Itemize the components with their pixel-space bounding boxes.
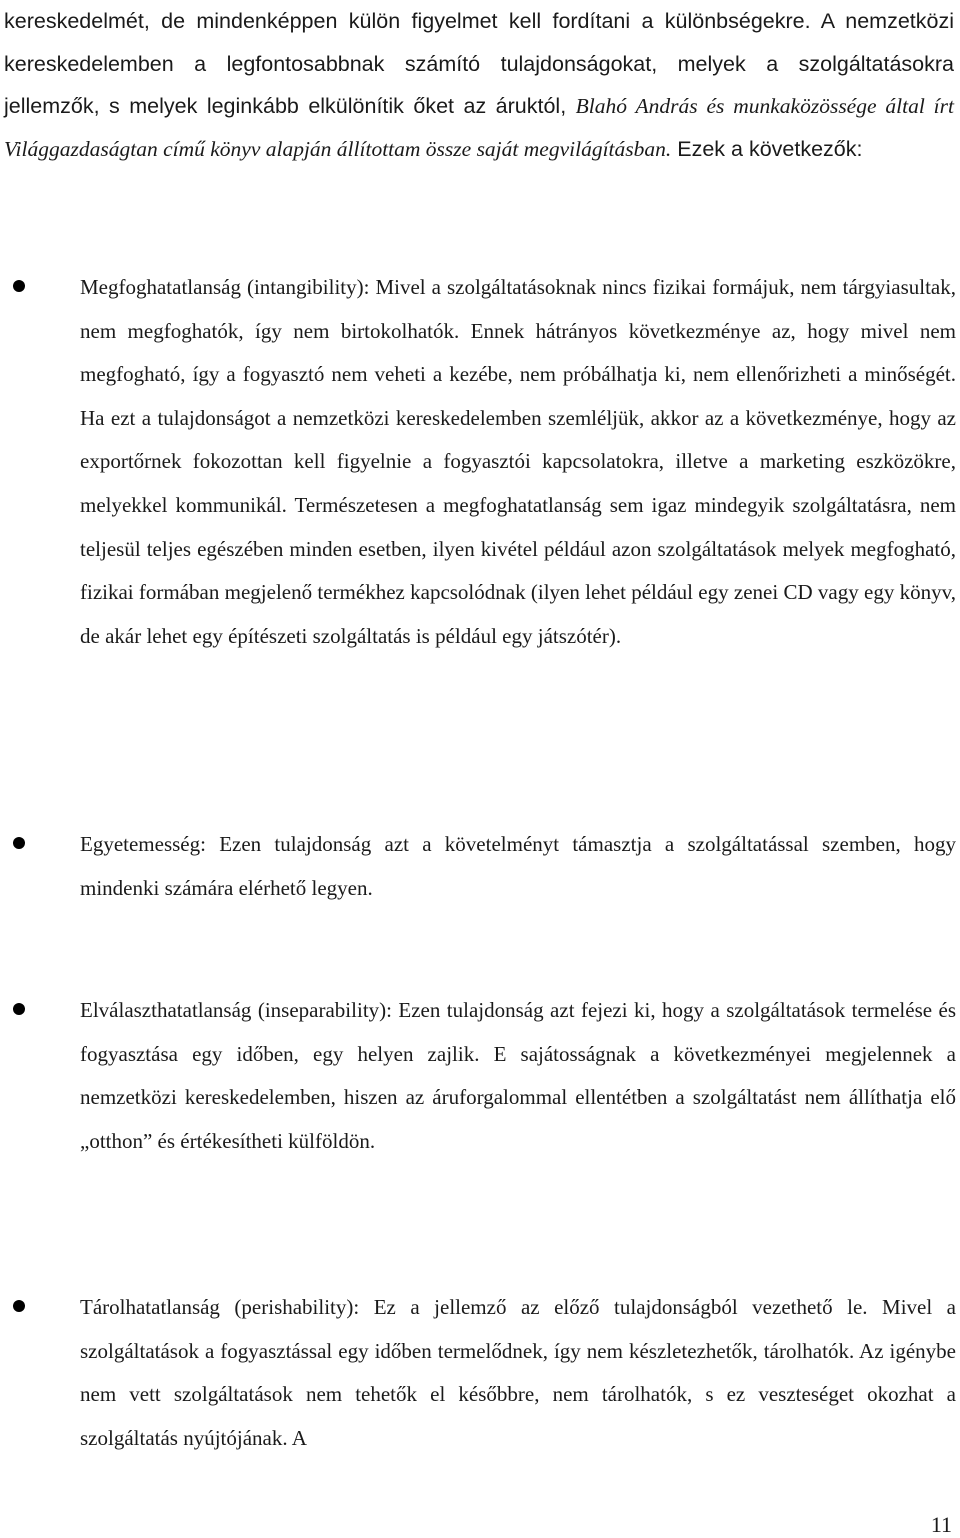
intro-paragraph xyxy=(4,0,954,170)
page-number: 11 xyxy=(930,1512,952,1537)
bullet-dot-icon xyxy=(13,1003,25,1015)
list-item-text: Elválaszthatatlanság (inseparability): Ezen tulajdonság azt fejezi ki, hogy a szolgáltatások termelése és fogyasztása egy időben, egy helyen zajlik. E sajátosságnak a következményei megjelennek a nemzetközi kereskedelemben, hiszen az áruforgalommal ellentétben a szolgáltatást nem állíthatja elő „otthon” és értékesítheti külföldön. xyxy=(80,998,956,1153)
list-item-text: Tárolhatatlanság (perishability): Ez a jellemző az előző tulajdonságból vezethető le. Mivel a szolgáltatások a fogyasztással egy időben termelődnek, így nem készletezhetők, tárolhatók. Az igénybe nem vett szolgáltatások nem tehetők el későbbre, nem tárolhatók, s ez veszteséget okozhat a szolgáltatás nyújtójának. A xyxy=(80,1295,956,1450)
list-item-text: Egyetemesség: Ezen tulajdonság azt a követelményt támasztja a szolgáltatással szemben, hogy mindenki számára elérhető legyen. xyxy=(80,832,956,900)
intro-text: kereskedelmét, de mindenképpen külön figyelmet kell fordítani a különbségekre. A nemzetközi kereskedelemben a legfontosabbnak számító tulajdonságokat, melyek a szolgáltatásokra jellemzők, s melyek leginkább elkülönítik őket az áruktól, xyxy=(4,9,954,118)
bullet-dot-icon xyxy=(13,1300,25,1312)
list-item-text: Megfoghatatlanság (intangibility): Mivel a szolgáltatásoknak nincs fizikai formájuk, nem tárgyiasultak, nem megfoghatók, így nem birtokolhatók. Ennek hátrányos következménye az, hogy mivel nem megfogható, így a fogyasztó nem veheti a kezébe, nem próbálhatja ki, nem ellenőrizheti a minőségét. Ha ezt a tulajdonságot a nemzetközi kereskedelemben szemléljük, akkor az a következménye, hogy az exportőrnek fokozottan kell figyelnie a fogyasztói kapcsolatokra, illetve a marketing eszközökre, melyekkel kommunikál. Természetesen a megfoghatatlanság sem igaz mindegyik szolgáltatásra, nem teljesül teljes egészében minden esetben, ilyen kivétel például azon szolgáltatások melyek megfogható, fizikai formában megjelenő termékhez kapcsolódnak (ilyen lehet például egy zenei CD vagy egy könyv, de akár lehet egy építészeti szolgáltatás is például egy játszótér). xyxy=(80,275,956,648)
intro-lead-in: Ezek a következők: xyxy=(677,136,863,161)
bullet-dot-icon xyxy=(13,837,25,849)
intro-source-citation: Blahó András és munkaközössége által írt Világgazdaságtan című könyv alapján állítottam össze saját megvilágításban. xyxy=(4,94,954,161)
bullet-dot-icon xyxy=(13,280,25,292)
